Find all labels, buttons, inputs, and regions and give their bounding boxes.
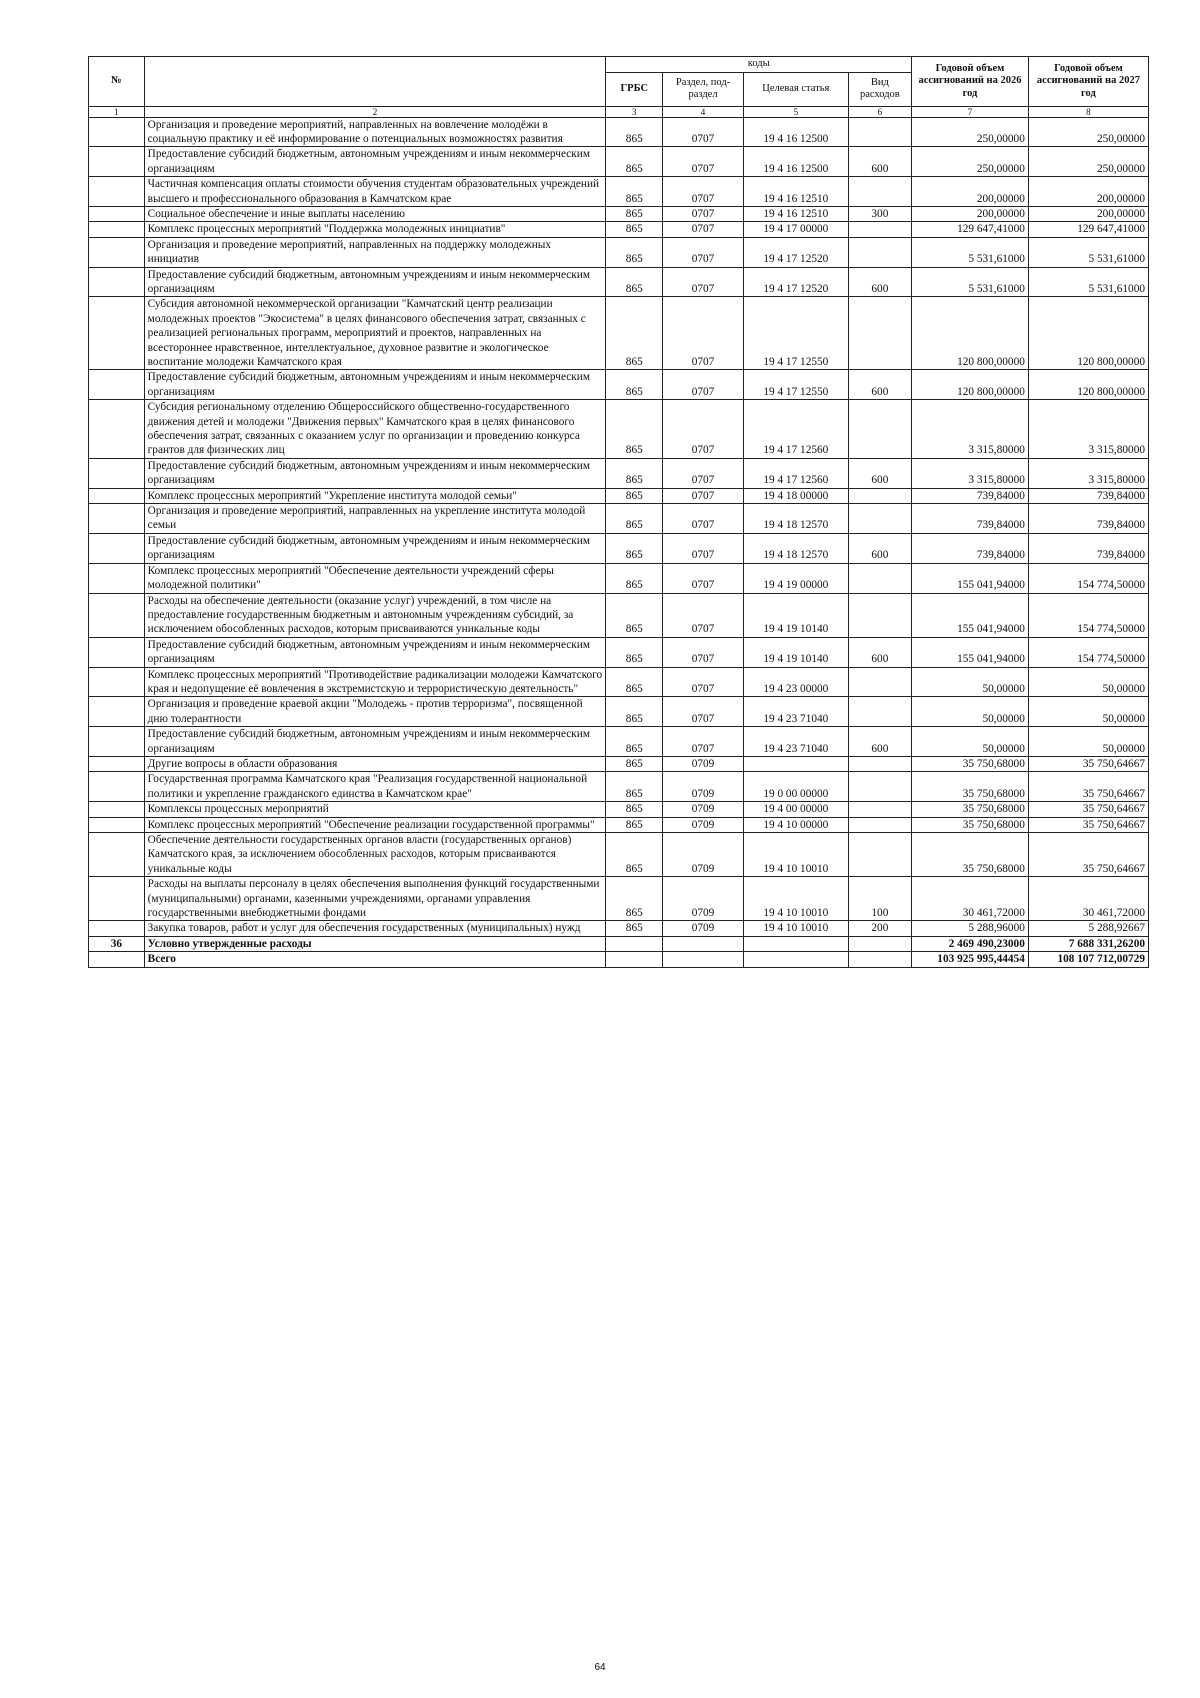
row-razdel: 0707 [663, 297, 744, 370]
row-name: Организация и проведение мероприятий, направленных на укрепление института молодой семьи [144, 504, 606, 534]
row-amount-2026: 739,84000 [912, 488, 1029, 503]
table-row [89, 667, 1149, 697]
row-amount-2026: 35 750,68000 [912, 817, 1029, 832]
row-name: Организация и проведение мероприятий, направленных на поддержку молодежных инициатив [144, 237, 606, 267]
row-number [89, 458, 145, 488]
row-vid: 600 [848, 147, 911, 177]
row-grbs: 865 [606, 756, 663, 771]
row-amount-2026: 120 800,00000 [912, 297, 1029, 370]
row-vid [848, 400, 911, 459]
table-row [89, 533, 1149, 563]
header-2026: Годовой объем ассигнований на 2026 год [912, 57, 1029, 107]
row-number [89, 237, 145, 267]
row-razdel: 0709 [663, 817, 744, 832]
table-row [89, 237, 1149, 267]
row-razdel: 0707 [663, 504, 744, 534]
row-number [89, 756, 145, 771]
table-header [89, 57, 1149, 118]
table-row [89, 177, 1149, 207]
row-razdel: 0707 [663, 563, 744, 593]
row-article: 19 4 23 00000 [743, 667, 848, 697]
row-amount-2027: 120 800,00000 [1028, 297, 1148, 370]
row-amount-2026: 200,00000 [912, 206, 1029, 221]
row-article: 19 4 10 10010 [743, 833, 848, 877]
row-razdel: 0707 [663, 593, 744, 637]
table-row [89, 877, 1149, 921]
row-name: Комплекс процессных мероприятий "Укрепление института молодой семьи" [144, 488, 606, 503]
row-article: 19 4 17 00000 [743, 222, 848, 237]
row-amount-2026: 103 925 995,44454 [912, 952, 1029, 967]
row-amount-2026: 30 461,72000 [912, 877, 1029, 921]
row-razdel: 0709 [663, 802, 744, 817]
table-row [89, 593, 1149, 637]
row-amount-2027: 5 531,61000 [1028, 237, 1148, 267]
row-article: 19 4 17 12560 [743, 458, 848, 488]
row-amount-2027: 50,00000 [1028, 667, 1148, 697]
row-name: Условно утвержденные расходы [144, 936, 606, 951]
row-amount-2027: 5 288,92667 [1028, 921, 1148, 936]
row-number [89, 593, 145, 637]
row-grbs: 865 [606, 117, 663, 147]
row-number [89, 533, 145, 563]
row-vid [848, 817, 911, 832]
row-razdel: 0709 [663, 833, 744, 877]
row-vid [848, 936, 911, 951]
row-number [89, 772, 145, 802]
row-amount-2027: 154 774,50000 [1028, 593, 1148, 637]
row-razdel: 0707 [663, 458, 744, 488]
table-row [89, 756, 1149, 771]
row-vid [848, 756, 911, 771]
row-vid: 600 [848, 727, 911, 757]
row-vid [848, 697, 911, 727]
row-article: 19 4 16 12500 [743, 117, 848, 147]
row-article: 19 4 10 00000 [743, 817, 848, 832]
row-name: Всего [144, 952, 606, 967]
row-vid: 100 [848, 877, 911, 921]
row-name: Организация и проведение мероприятий, направленных на вовлечение молодёжи в социальную практику и её информирование о потенциальных возможностях развития [144, 117, 606, 147]
row-vid: 600 [848, 267, 911, 297]
row-amount-2026: 50,00000 [912, 727, 1029, 757]
row-amount-2027: 120 800,00000 [1028, 370, 1148, 400]
table-row [89, 400, 1149, 459]
page-number: 64 [594, 1662, 606, 1673]
row-amount-2026: 155 041,94000 [912, 593, 1029, 637]
row-razdel: 0707 [663, 177, 744, 207]
row-razdel: 0709 [663, 921, 744, 936]
row-amount-2027: 3 315,80000 [1028, 400, 1148, 459]
row-grbs: 865 [606, 593, 663, 637]
row-razdel: 0707 [663, 727, 744, 757]
row-name: Предоставление субсидий бюджетным, автономным учреждениям и иным некоммерческим организациям [144, 533, 606, 563]
row-name: Расходы на выплаты персоналу в целях обеспечения выполнения функций государственными (муниципальными) органами, казенными учреждениями, органами управления государственными внебюджетными фондами [144, 877, 606, 921]
row-amount-2026: 35 750,68000 [912, 772, 1029, 802]
row-article: 19 4 17 12560 [743, 400, 848, 459]
row-grbs: 865 [606, 563, 663, 593]
row-grbs: 865 [606, 697, 663, 727]
table-row [89, 833, 1149, 877]
row-razdel: 0709 [663, 772, 744, 802]
row-vid [848, 593, 911, 637]
row-grbs: 865 [606, 177, 663, 207]
row-name: Закупка товаров, работ и услуг для обеспечения государственных (муниципальных) нужд [144, 921, 606, 936]
table-row [89, 637, 1149, 667]
row-number [89, 877, 145, 921]
row-grbs: 865 [606, 727, 663, 757]
row-number [89, 952, 145, 967]
row-amount-2027: 50,00000 [1028, 727, 1148, 757]
row-article: 19 0 00 00000 [743, 772, 848, 802]
row-vid [848, 772, 911, 802]
table-row [89, 772, 1149, 802]
row-name: Организация и проведение краевой акции "Молодежь - против терроризма", посвященной дню толерантности [144, 697, 606, 727]
row-amount-2026: 50,00000 [912, 697, 1029, 727]
row-number: 36 [89, 936, 145, 951]
col-number: 7 [912, 106, 1029, 117]
col-number: 4 [663, 106, 744, 117]
row-grbs: 865 [606, 833, 663, 877]
row-amount-2026: 5 531,61000 [912, 237, 1029, 267]
table-row [89, 147, 1149, 177]
row-vid [848, 297, 911, 370]
row-amount-2026: 200,00000 [912, 177, 1029, 207]
row-number [89, 637, 145, 667]
table-row [89, 370, 1149, 400]
row-number [89, 563, 145, 593]
col-number: 5 [743, 106, 848, 117]
row-razdel: 0707 [663, 237, 744, 267]
row-razdel: 0707 [663, 697, 744, 727]
row-grbs: 865 [606, 147, 663, 177]
row-name: Государственная программа Камчатского края "Реализация государственной национальной политики и укрепление гражданского единства в Камчатском крае" [144, 772, 606, 802]
col-number: 1 [89, 106, 145, 117]
row-amount-2027: 35 750,64667 [1028, 772, 1148, 802]
row-amount-2027: 129 647,41000 [1028, 222, 1148, 237]
row-vid: 600 [848, 370, 911, 400]
row-amount-2026: 120 800,00000 [912, 370, 1029, 400]
row-number [89, 667, 145, 697]
row-vid [848, 833, 911, 877]
row-grbs: 865 [606, 817, 663, 832]
row-grbs: 865 [606, 667, 663, 697]
row-number [89, 504, 145, 534]
row-grbs: 865 [606, 921, 663, 936]
row-article: 19 4 23 71040 [743, 697, 848, 727]
row-razdel [663, 952, 744, 967]
row-vid: 600 [848, 458, 911, 488]
row-amount-2027: 250,00000 [1028, 147, 1148, 177]
row-name: Обеспечение деятельности государственных органов власти (государственных органов) Камчатского края, за исключением обособленных расходов, которым присваиваются уникальные коды [144, 833, 606, 877]
row-amount-2027: 7 688 331,26200 [1028, 936, 1148, 951]
row-amount-2026: 3 315,80000 [912, 400, 1029, 459]
table-row [89, 952, 1149, 967]
row-amount-2026: 739,84000 [912, 504, 1029, 534]
row-name: Комплекс процессных мероприятий "Противодействие радикализации молодежи Камчатского края и недопущение её вовлечения в экстремистскую и террористическую деятельность" [144, 667, 606, 697]
row-article: 19 4 16 12510 [743, 177, 848, 207]
row-vid: 600 [848, 637, 911, 667]
row-amount-2027: 35 750,64667 [1028, 756, 1148, 771]
row-vid [848, 802, 911, 817]
row-name: Частичная компенсация оплаты стоимости обучения студентам образовательных учреждений высшего и профессионального образования в Камчатском крае [144, 177, 606, 207]
row-grbs: 865 [606, 222, 663, 237]
table-row [89, 504, 1149, 534]
row-grbs: 865 [606, 370, 663, 400]
row-vid [848, 237, 911, 267]
row-razdel: 0707 [663, 267, 744, 297]
row-amount-2026: 50,00000 [912, 667, 1029, 697]
row-name: Субсидия региональному отделению Общероссийского общественно-государственного движения детей и молодежи "Движения первых" Камчатского края в целях финансового обеспечения затрат, связанных с оказанием услуг по организации и проведению конкурса грантов для физических лиц [144, 400, 606, 459]
row-name: Другие вопросы в области образования [144, 756, 606, 771]
row-number [89, 147, 145, 177]
row-vid [848, 563, 911, 593]
row-article: 19 4 19 10140 [743, 637, 848, 667]
row-amount-2027: 50,00000 [1028, 697, 1148, 727]
row-amount-2027: 3 315,80000 [1028, 458, 1148, 488]
row-vid [848, 488, 911, 503]
row-amount-2027: 35 750,64667 [1028, 833, 1148, 877]
row-name: Расходы на обеспечение деятельности (оказание услуг) учреждений, в том числе на предоставление государственным бюджетным и автономным учреждениям субсидий, за исключением обособленных расходов, которым присваиваются уникальные коды [144, 593, 606, 637]
table-row [89, 297, 1149, 370]
row-razdel: 0707 [663, 222, 744, 237]
row-amount-2027: 154 774,50000 [1028, 637, 1148, 667]
header-column-numbers [89, 106, 1149, 117]
row-grbs: 865 [606, 533, 663, 563]
row-number [89, 177, 145, 207]
header-codes: коды [606, 57, 912, 73]
header-name [144, 57, 606, 107]
table-row [89, 563, 1149, 593]
table-row [89, 222, 1149, 237]
row-vid [848, 177, 911, 207]
row-amount-2027: 739,84000 [1028, 488, 1148, 503]
row-amount-2027: 250,00000 [1028, 117, 1148, 147]
row-amount-2026: 2 469 490,23000 [912, 936, 1029, 951]
row-number [89, 802, 145, 817]
table-body [89, 117, 1149, 967]
row-vid [848, 952, 911, 967]
row-amount-2026: 5 288,96000 [912, 921, 1029, 936]
row-vid [848, 222, 911, 237]
row-article: 19 4 18 12570 [743, 504, 848, 534]
col-number: 8 [1028, 106, 1148, 117]
row-grbs: 865 [606, 637, 663, 667]
row-article: 19 4 17 12550 [743, 370, 848, 400]
row-grbs: 865 [606, 504, 663, 534]
row-grbs: 865 [606, 267, 663, 297]
row-article [743, 936, 848, 951]
row-number [89, 267, 145, 297]
row-razdel: 0707 [663, 488, 744, 503]
header-article: Целевая статья [743, 72, 848, 106]
budget-table [88, 56, 1149, 968]
row-amount-2027: 154 774,50000 [1028, 563, 1148, 593]
table-row [89, 697, 1149, 727]
table-row [89, 921, 1149, 936]
row-article: 19 4 18 12570 [743, 533, 848, 563]
row-article: 19 4 16 12500 [743, 147, 848, 177]
row-amount-2027: 739,84000 [1028, 533, 1148, 563]
row-name: Предоставление субсидий бюджетным, автономным учреждениям и иным некоммерческим организациям [144, 370, 606, 400]
row-article [743, 756, 848, 771]
row-article: 19 4 17 12550 [743, 297, 848, 370]
budget-table-sheet [88, 56, 1149, 968]
row-grbs [606, 952, 663, 967]
row-grbs: 865 [606, 458, 663, 488]
row-article: 19 4 17 12520 [743, 237, 848, 267]
row-article: 19 4 19 10140 [743, 593, 848, 637]
header-vid: Вид расходов [848, 72, 911, 106]
row-amount-2026: 155 041,94000 [912, 637, 1029, 667]
row-vid: 200 [848, 921, 911, 936]
row-amount-2027: 30 461,72000 [1028, 877, 1148, 921]
row-name: Комплексы процессных мероприятий [144, 802, 606, 817]
row-number [89, 206, 145, 221]
table-row [89, 802, 1149, 817]
table-row [89, 727, 1149, 757]
row-name: Предоставление субсидий бюджетным, автономным учреждениям и иным некоммерческим организациям [144, 637, 606, 667]
row-name: Комплекс процессных мероприятий "Обеспечение деятельности учреждений сферы молодежной политики" [144, 563, 606, 593]
row-amount-2026: 35 750,68000 [912, 756, 1029, 771]
row-name: Предоставление субсидий бюджетным, автономным учреждениям и иным некоммерческим организациям [144, 147, 606, 177]
row-razdel: 0707 [663, 147, 744, 177]
row-grbs: 865 [606, 772, 663, 802]
row-article: 19 4 10 10010 [743, 921, 848, 936]
row-name: Комплекс процессных мероприятий "Поддержка молодежных инициатив" [144, 222, 606, 237]
row-grbs: 865 [606, 877, 663, 921]
row-number [89, 697, 145, 727]
row-razdel: 0707 [663, 533, 744, 563]
row-razdel: 0707 [663, 637, 744, 667]
row-vid [848, 504, 911, 534]
row-amount-2027: 200,00000 [1028, 177, 1148, 207]
row-name: Комплекс процессных мероприятий "Обеспечение реализации государственной программы" [144, 817, 606, 832]
row-amount-2026: 739,84000 [912, 533, 1029, 563]
row-article: 19 4 23 71040 [743, 727, 848, 757]
header-2027: Годовой объем ассигнований на 2027 год [1028, 57, 1148, 107]
row-amount-2026: 3 315,80000 [912, 458, 1029, 488]
row-grbs: 865 [606, 206, 663, 221]
table-row [89, 458, 1149, 488]
col-number: 6 [848, 106, 911, 117]
row-amount-2026: 35 750,68000 [912, 802, 1029, 817]
table-row [89, 206, 1149, 221]
row-grbs: 865 [606, 802, 663, 817]
row-razdel [663, 936, 744, 951]
row-grbs [606, 936, 663, 951]
row-grbs: 865 [606, 297, 663, 370]
row-vid: 600 [848, 533, 911, 563]
row-name: Предоставление субсидий бюджетным, автономным учреждениям и иным некоммерческим организациям [144, 267, 606, 297]
header-no: № [89, 57, 145, 107]
row-article [743, 952, 848, 967]
row-number [89, 727, 145, 757]
row-number [89, 921, 145, 936]
row-number [89, 817, 145, 832]
row-amount-2027: 35 750,64667 [1028, 802, 1148, 817]
row-grbs: 865 [606, 237, 663, 267]
table-row [89, 488, 1149, 503]
row-name: Субсидия автономной некоммерческой организации "Камчатский центр реализации молодежных проектов "Экосистема" в целях финансового обеспечения затрат, связанных с реализацией региональных программ, мероприятий и проектов, направленных на всестороннее нравственное, интеллектуальное, духовное развитие и экологическое воспитание молодежи Камчатского края [144, 297, 606, 370]
row-razdel: 0707 [663, 667, 744, 697]
row-amount-2027: 200,00000 [1028, 206, 1148, 221]
row-amount-2026: 250,00000 [912, 117, 1029, 147]
row-razdel: 0709 [663, 877, 744, 921]
row-amount-2026: 35 750,68000 [912, 833, 1029, 877]
table-row [89, 936, 1149, 951]
header-grbs: ГРБС [606, 72, 663, 106]
row-vid [848, 667, 911, 697]
row-name: Предоставление субсидий бюджетным, автономным учреждениям и иным некоммерческим организациям [144, 727, 606, 757]
table-row [89, 117, 1149, 147]
header-razdel: Раздел, под-раздел [663, 72, 744, 106]
row-article: 19 4 00 00000 [743, 802, 848, 817]
row-vid: 300 [848, 206, 911, 221]
row-article: 19 4 18 00000 [743, 488, 848, 503]
row-amount-2027: 5 531,61000 [1028, 267, 1148, 297]
row-name: Предоставление субсидий бюджетным, автономным учреждениям и иным некоммерческим организациям [144, 458, 606, 488]
table-row [89, 267, 1149, 297]
row-amount-2026: 5 531,61000 [912, 267, 1029, 297]
row-amount-2026: 250,00000 [912, 147, 1029, 177]
row-amount-2027: 35 750,64667 [1028, 817, 1148, 832]
table-row [89, 817, 1149, 832]
row-number [89, 117, 145, 147]
row-amount-2026: 155 041,94000 [912, 563, 1029, 593]
row-razdel: 0709 [663, 756, 744, 771]
row-number [89, 370, 145, 400]
col-number: 2 [144, 106, 606, 117]
row-amount-2027: 739,84000 [1028, 504, 1148, 534]
row-article: 19 4 16 12510 [743, 206, 848, 221]
row-article: 19 4 19 00000 [743, 563, 848, 593]
row-amount-2027: 108 107 712,00729 [1028, 952, 1148, 967]
row-razdel: 0707 [663, 117, 744, 147]
row-name: Социальное обеспечение и иные выплаты населению [144, 206, 606, 221]
row-article: 19 4 17 12520 [743, 267, 848, 297]
row-razdel: 0707 [663, 370, 744, 400]
row-number [89, 297, 145, 370]
row-number [89, 222, 145, 237]
row-grbs: 865 [606, 488, 663, 503]
row-razdel: 0707 [663, 400, 744, 459]
row-article: 19 4 10 10010 [743, 877, 848, 921]
row-grbs: 865 [606, 400, 663, 459]
row-number [89, 400, 145, 459]
row-number [89, 488, 145, 503]
row-amount-2026: 129 647,41000 [912, 222, 1029, 237]
row-vid [848, 117, 911, 147]
col-number: 3 [606, 106, 663, 117]
row-razdel: 0707 [663, 206, 744, 221]
row-number [89, 833, 145, 877]
